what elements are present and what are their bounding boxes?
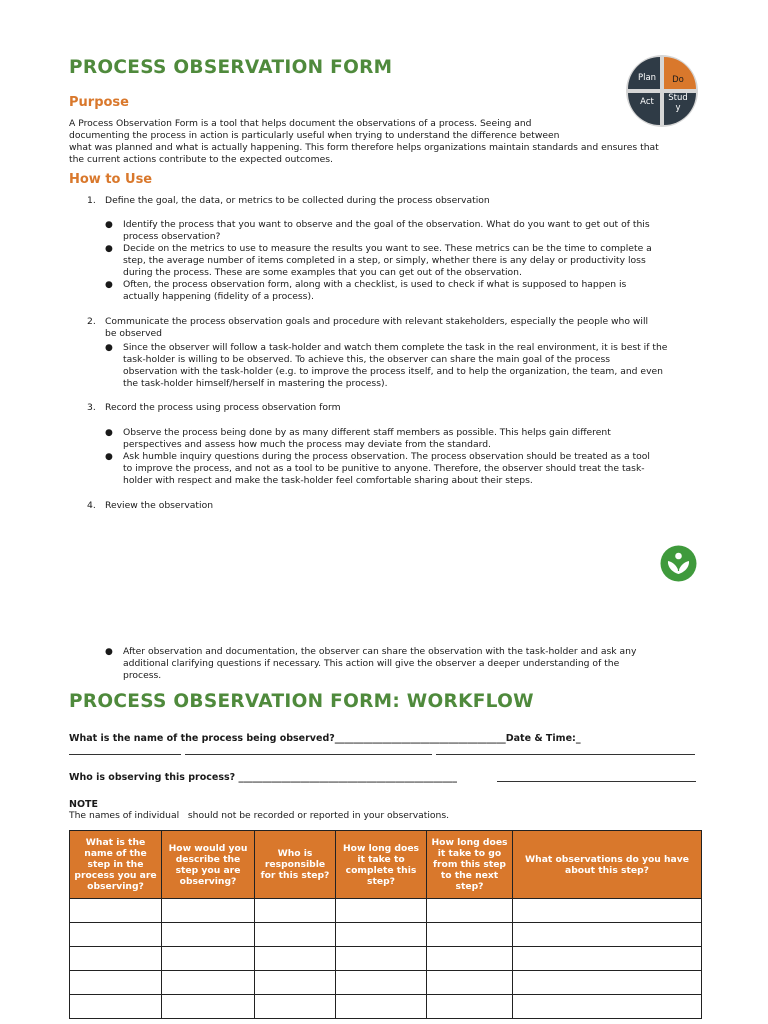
bullet-line: After observation and documentation, the observer can share the observation with the task-holder and ask any [123,646,637,657]
step-number: 1. [87,195,96,206]
table-cell[interactable] [427,947,513,971]
step-line: be observed [105,328,162,339]
table-cell[interactable] [427,971,513,995]
step-line: Review the observation [105,500,214,511]
column-header: Who is responsible for this step? [255,831,336,899]
bullet-icon: ● [105,452,113,462]
bullet-icon: ● [105,428,113,438]
purpose-paragraph [69,118,659,166]
table-cell[interactable] [255,947,336,971]
step-line: Communicate the process observation goals and procedure with relevant stakeholders, especially the people who will [105,316,649,327]
bullet-item [123,342,667,390]
table-row [70,899,702,923]
pdsa-do-label: Do [672,75,684,85]
process-name-label: What is the name of the process being observed? [69,733,335,744]
bullet-item [123,219,650,243]
step-line: Define the goal, the data, or metrics to be collected during the process observation [105,195,490,206]
bullet-line: Identify the process that you want to observe and the goal of the observation. What do you want to get out of this [123,219,650,230]
column-header: How long does it take to complete this step? [336,831,427,899]
step-number: 4. [87,500,96,511]
pdsa-ring [626,55,698,127]
table-cell[interactable] [70,971,162,995]
table-body [70,899,702,1019]
bullet-line: Often, the process observation form, along with a checklist, is used to check if what is supposed to happen is [123,279,627,290]
step-4-text [105,500,213,512]
workflow-title: PROCESS OBSERVATION FORM: WORKFLOW [69,691,534,712]
bullet-icon: ● [105,343,113,353]
purpose-line: documenting the process in action is particularly useful when trying to understand the difference between [69,130,560,141]
pdsa-plan-label: Plan [637,73,657,83]
column-header: How long does it take to go from this step to the next step? [427,831,513,899]
step-2-text [105,316,648,340]
purpose-heading: Purpose [69,95,129,110]
process-name-line-1[interactable] [69,754,181,755]
observer-extra-line[interactable] [497,781,696,782]
table-cell[interactable] [336,899,427,923]
pdsa-act-label: Act [640,97,654,107]
table-cell[interactable] [255,899,336,923]
table-cell[interactable] [336,923,427,947]
pdsa-study-label-1: Stud [668,93,688,103]
table-cell[interactable] [336,995,427,1019]
table-cell[interactable] [70,899,162,923]
bullet-line: actually happening (fidelity of a process). [123,291,314,302]
page-title: PROCESS OBSERVATION FORM [69,57,393,78]
step-number: 3. [87,402,96,413]
table-cell[interactable] [162,899,255,923]
date-time-label: Date & Time: [505,733,576,744]
how-to-use-heading: How to Use [69,172,153,187]
bullet-line: observation with the task-holder (e.g. to improve the process itself, and to help the organization, the team, and even [123,366,663,377]
bullet-line: the task-holder himself/herself in mastering the process). [123,378,388,389]
table-cell[interactable] [427,923,513,947]
column-header: How would you describe the step you are observing? [162,831,255,899]
pdsa-study-label-2: y [675,103,681,113]
table-cell[interactable] [162,947,255,971]
date-time-blank[interactable]: _ [575,733,581,744]
table-cell[interactable] [255,923,336,947]
table-row [70,971,702,995]
bullet-line: holder with respect and make the task-holder feel comfortable sharing about their steps. [123,475,533,486]
step-3-text [105,402,341,414]
note-text: The names of individual should not be recorded or reported in your observations. [69,810,450,821]
bullet-line: during the process. These are some examples that you can get out of the observation. [123,267,522,278]
bullet-item [123,451,650,487]
bullet-item [123,646,636,682]
observer-blank[interactable]: ______________________________________________ [238,772,457,783]
table-cell[interactable] [427,995,513,1019]
table-cell[interactable] [70,947,162,971]
bullet-item [123,427,611,451]
column-header: What observations do you have about this step? [513,831,702,899]
bullet-line: perspectives and assess how much the process may deviate from the standard. [123,439,491,450]
bullet-icon: ● [105,647,113,657]
bullet-icon: ● [105,280,113,290]
table-row [70,995,702,1019]
table-header-row [70,831,702,899]
bullet-line: process. [123,670,162,681]
process-name-line-2[interactable] [185,754,432,755]
process-name-blank[interactable]: ____________________________________ [334,733,506,744]
table-cell[interactable] [162,995,255,1019]
table-row [70,923,702,947]
bullet-icon: ● [105,220,113,230]
table-cell[interactable] [162,923,255,947]
step-line: Record the process using process observation form [105,402,341,413]
bullet-line: to improve the process, and not as a tool to be punitive to anyone. Therefore, the observer should treat the task- [123,463,645,474]
table-cell[interactable] [162,971,255,995]
table-cell[interactable] [255,971,336,995]
bullet-line: Ask humble inquiry questions during the process observation. The process observation should be treated as a tool [123,451,650,462]
table-cell[interactable] [513,923,702,947]
table-cell[interactable] [427,899,513,923]
bullet-line: Observe the process being done by as many different staff members as possible. This helps gain different [123,427,611,438]
table-cell[interactable] [336,971,427,995]
table-cell[interactable] [513,995,702,1019]
observer-question [69,772,457,783]
observer-label: Who is observing this process? [69,772,236,783]
table-cell[interactable] [513,971,702,995]
observation-table [69,830,702,1019]
table-cell[interactable] [255,995,336,1019]
bullet-line: step, the average number of items completed in a step, or simply, whether there is any delay or productivity loss [123,255,646,266]
purpose-line: what was planned and what is actually happening. This form therefore helps organizations maintain standards and ensures that [69,142,659,153]
process-name-question [69,733,581,744]
table-cell[interactable] [336,947,427,971]
table-cell[interactable] [70,923,162,947]
bullet-line: process observation? [123,231,221,242]
column-header: What is the name of the step in the process you are observing? [70,831,162,899]
table-cell[interactable] [513,899,702,923]
bullet-line: Since the observer will follow a task-holder and watch them complete the task in the real environment, it is best if the [123,342,668,353]
step-number: 2. [87,316,96,327]
date-time-line[interactable] [436,754,695,755]
bullet-item [123,243,652,279]
bullet-icon: ● [105,244,113,254]
leaf-logo-icon [660,545,697,582]
step-1-text [105,195,490,207]
bullet-line: additional clarifying questions if necessary. This action will give the observer a deeper understanding of the [123,658,620,669]
note-heading: NOTE [69,799,98,810]
table-row [70,947,702,971]
table-cell[interactable] [513,947,702,971]
purpose-line: A Process Observation Form is a tool that helps document the observations of a process. Seeing and [69,118,532,129]
table-cell[interactable] [70,995,162,1019]
bullet-line: Decide on the metrics to use to measure the results you want to see. These metrics can be the time to complete a [123,243,652,254]
bullet-item [123,279,626,303]
bullet-line: task-holder is willing to be observed. To achieve this, the observer can share the main goal of the process [123,354,611,365]
purpose-line: the current actions contribute to the expected outcomes. [69,154,333,165]
